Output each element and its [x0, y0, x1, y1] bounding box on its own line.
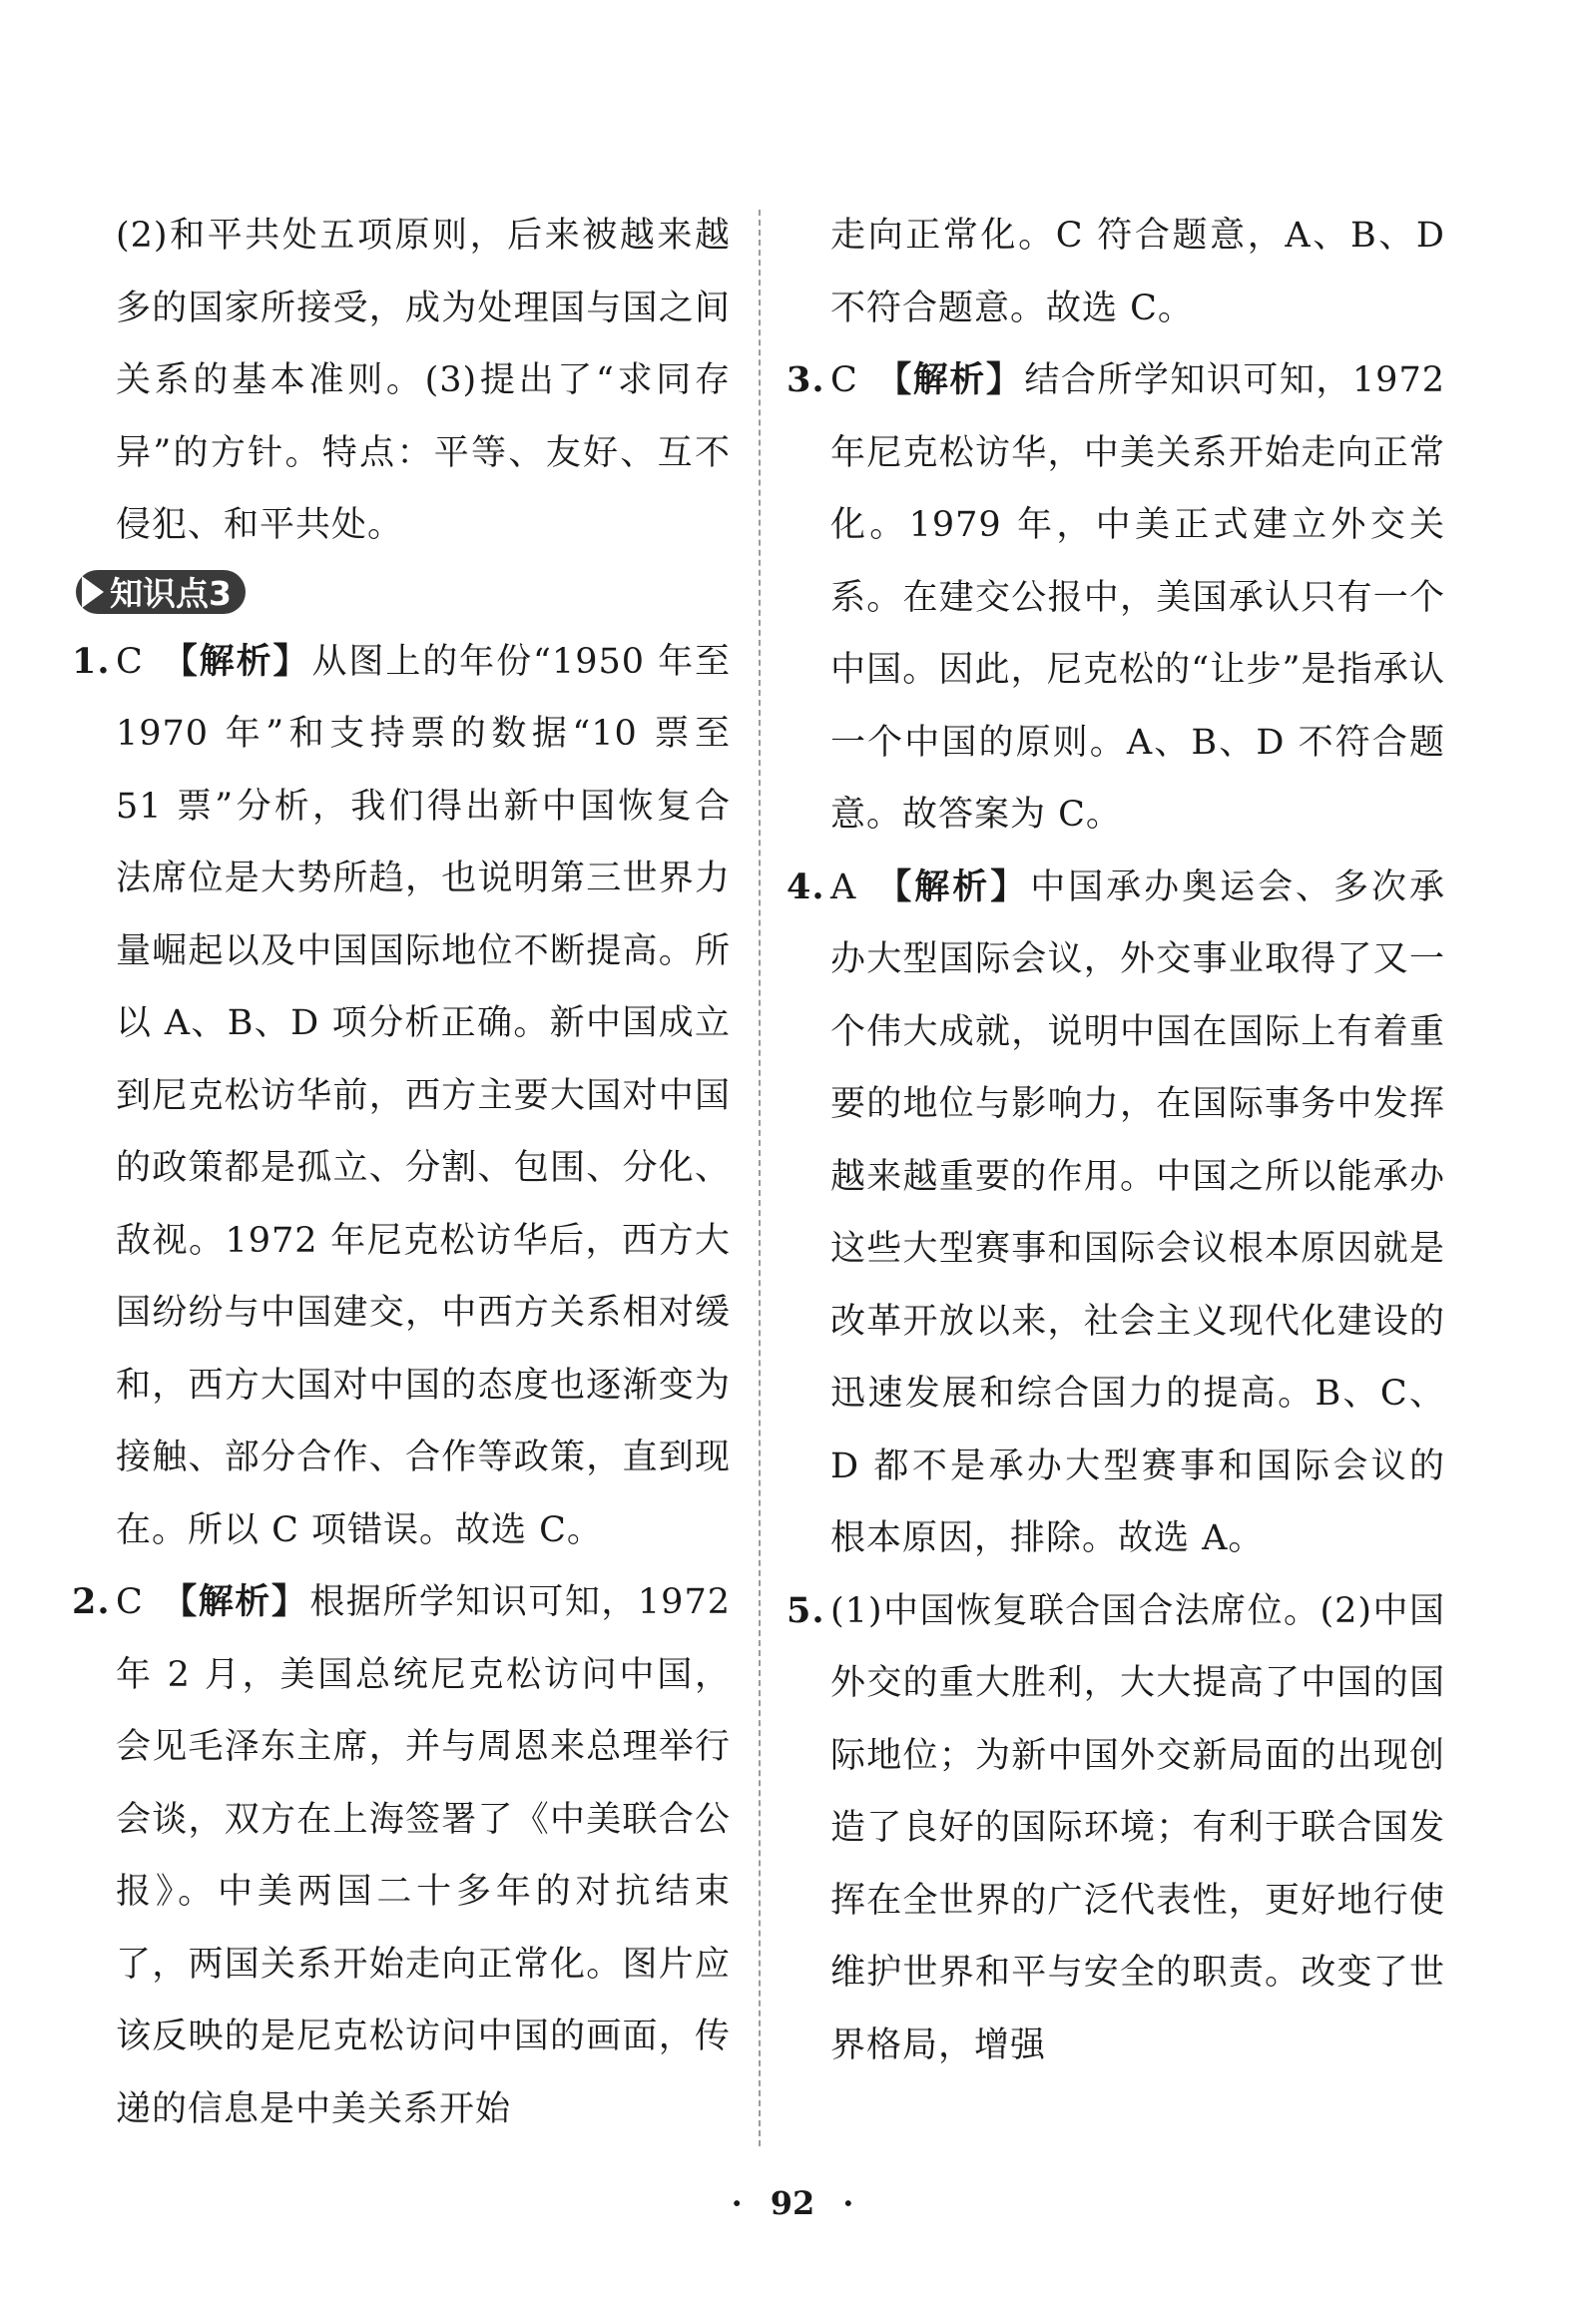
answer-letter: C — [830, 360, 858, 400]
analysis-text: 结合所学知识可知，1972 年尼克松访华，中美关系开始走向正常化。1979 年，中美正式建立外交关系。在建交公报中，美国承认只有一个中国。因此，尼克松的“让步”是指承认一个中国的原则。A、B、D 不符合题意。故答案为 C。 — [830, 360, 1445, 835]
question-number: 4. — [787, 866, 825, 907]
analysis-tag: 【解析】 — [874, 867, 1029, 907]
question-4 — [787, 852, 1445, 1575]
question-number: 1. — [72, 640, 111, 682]
page-dot-left: · — [731, 2184, 743, 2222]
question-1 — [72, 626, 731, 1567]
analysis-text: 从图上的年份“1950 年至 1970 年”和支持票的数据“10 票至 51 票”分析，我们得出新中国恢复合法席位是大势所趋，也说明第三世界力量崛起以及中国国际地位不断提高。所以 A、B、D 项分析正确。新中国成立到尼克松访华前，西方主要大国对中国的政策都是孤立、分割、包围、分化、敌视。1972 年尼克松访华后，西方大国纷纷与中国建交，中西方关系相对缓和，西方大国对中国的态度也逐渐变为接触、部分合作、合作等政策，直到现在。所以 C 项错误。故选 C。 — [116, 641, 731, 1550]
question-number: 3. — [787, 359, 825, 400]
right-column — [787, 200, 1445, 2081]
question-5 — [787, 1575, 1445, 2082]
section-label: 知识点3 — [110, 574, 232, 613]
analysis-tag: 【解析】 — [161, 641, 310, 682]
answer-text: (1)中国恢复联合国合法席位。(2)中国外交的重大胜利，大大提高了中国的国际地位；为新中国外交新局面的出现创造了良好的国际环境；有利于联合国发挥在全世界的广泛代表性，更好地行使维护世界和平与安全的职责。改变了世界格局，增强 — [830, 1590, 1445, 2065]
answer-letter: C — [116, 1582, 144, 1622]
column-divider — [759, 210, 761, 2146]
question-number: 5. — [787, 1589, 825, 1631]
question-2 — [72, 1566, 731, 2145]
page-number-value: 92 — [770, 2184, 815, 2222]
left-column — [72, 200, 731, 2145]
analysis-text: 中国承办奥运会、多次承办大型国际会议，外交事业取得了又一个伟大成就，说明中国在国际上有着重要的地位与影响力，在国际事务中发挥越来越重要的作用。中国之所以能承办这些大型赛事和国际会议根本原因就是改革开放以来，社会主义现代化建设的迅速发展和综合国力的提高。B、C、D 都不是承办大型赛事和国际会议的根本原因，排除。故选 A。 — [830, 867, 1445, 1558]
question-3 — [787, 344, 1445, 852]
question-number: 2. — [72, 1581, 111, 1622]
q2-continuation: 走向正常化。C 符合题意，A、B、D 不符合题意。故选 C。 — [830, 216, 1445, 328]
intro-paragraph: (2)和平共处五项原则，后来被越来越多的国家所接受，成为处理国与国之间关系的基本准则。(3)提出了“求同存异”的方针。特点：平等、友好、互不侵犯、和平共处。 — [116, 216, 731, 545]
page-number — [0, 2184, 1585, 2222]
analysis-tag: 【解析】 — [161, 1582, 308, 1622]
analysis-text: 根据所学知识可知，1972 年 2 月，美国总统尼克松访问中国，会见毛泽东主席，并与周恩来总理举行会谈，双方在上海签署了《中美联合公报》。中美两国二十多年的对抗结束了，两国关系开始走向正常化。图片应该反映的是尼克松访问中国的画面，传递的信息是中美关系开始 — [116, 1582, 731, 2129]
answer-letter: A — [830, 867, 857, 907]
answer-letter: C — [116, 641, 144, 682]
section-badge — [76, 570, 246, 614]
analysis-tag: 【解析】 — [875, 360, 1023, 400]
play-arrow-icon — [82, 576, 104, 608]
page-dot-right: · — [842, 2184, 854, 2222]
